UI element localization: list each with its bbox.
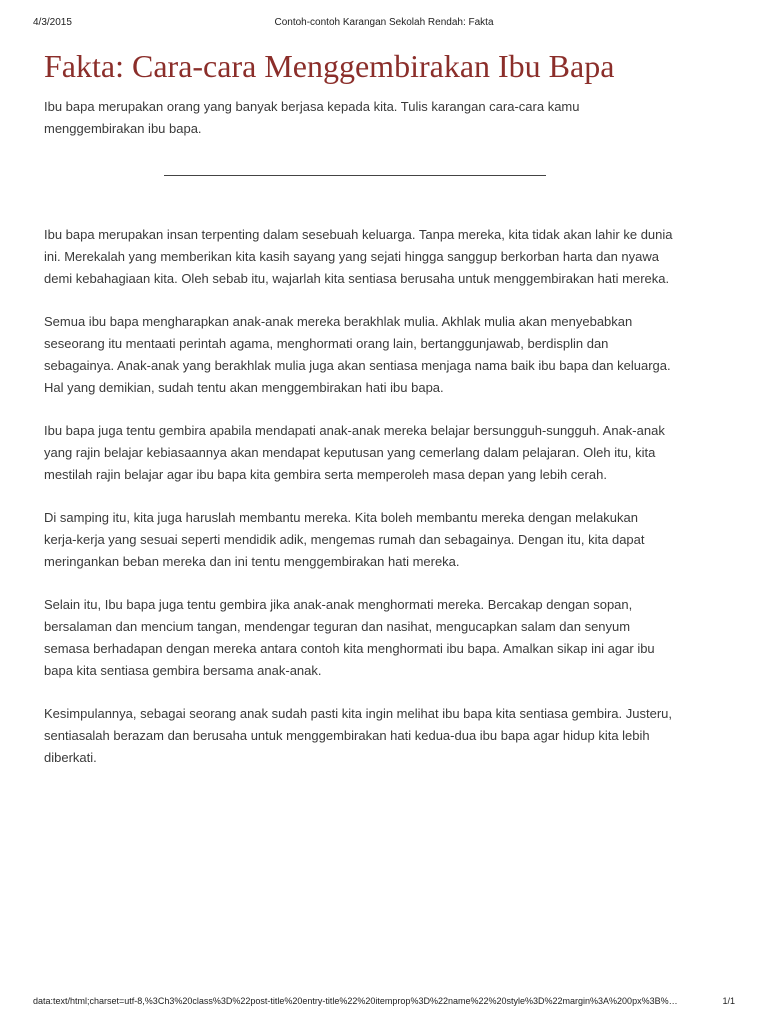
paragraph-membantu: Di samping itu, kita juga haruslah membantu mereka. Kita boleh membantu mereka dengan melakukan kerja-kerja yang sesuai seperti mendidik adik, mengemas rumah dan sebagainya. Dengan itu, kita dapat meringankan beban mereka dan ini tentu menggembirakan hati mereka. <box>44 510 645 569</box>
paragraph-kesimpulan: Kesimpulannya, sebagai seorang anak sudah pasti kita ingin melihat ibu bapa kita sentiasa gembira. Justeru, sentiasalah berazam dan berusaha untuk menggembirakan hati kedua-dua ibu bapa agar hidup kita lebih diberkati. <box>44 706 672 765</box>
article-intro: Ibu bapa merupakan orang yang banyak berjasa kepada kita. Tulis karangan cara-cara kamu menggembirakan ibu bapa. <box>44 99 580 136</box>
page-number: 1/1 <box>722 996 735 1006</box>
print-date: 4/3/2015 <box>33 17 72 28</box>
print-header <box>33 17 735 31</box>
article-body <box>44 96 674 769</box>
print-document-title: Contoh-contoh Karangan Sekolah Rendah: Fakta <box>274 17 494 28</box>
article-title: Fakta: Cara-cara Menggembirakan Ibu Bapa <box>44 48 615 84</box>
paragraph-rajin-belajar: Ibu bapa juga tentu gembira apabila mendapati anak-anak mereka belajar bersungguh-sungguh. Anak-anak yang rajin belajar kebiasaannya akan mendapat keputusan yang cemerlang dalam pelajaran. Oleh itu, kita mestilah rajin belajar agar ibu bapa kita gembira serta memperoleh masa depan yang lebih cerah. <box>44 423 665 482</box>
divider <box>164 175 546 176</box>
paragraph-pendahuluan: Ibu bapa merupakan insan terpenting dalam sesebuah keluarga. Tanpa mereka, kita tidak akan lahir ke dunia ini. Merekalah yang memberikan kita kasih sayang yang sejati hingga sanggup berkorban harta dan nyawa demi kebahagiaan kita. Oleh sebab itu, wajarlah kita sentiasa berusaha untuk menggembirakan hati mereka. <box>44 227 673 286</box>
paragraph-menghormati: Selain itu, Ibu bapa juga tentu gembira jika anak-anak menghormati mereka. Bercakap dengan sopan, bersalaman dan mencium tangan, mendengar teguran dan nasihat, mengucapkan salam dan senyum semasa berhadapan dengan mereka antara contoh kita menghormati ibu bapa. Amalkan sikap ini agar ibu bapa kita sentiasa gembira bersama anak-anak. <box>44 597 655 678</box>
print-url: data:text/html;charset=utf-8,%3Ch3%20class%3D%22post-title%20entry-title%22%20itemprop%3D%22name%22%20style%3D%22margin%3A%200px%3B%… <box>33 996 678 1006</box>
paragraph-akhlak-mulia: Semua ibu bapa mengharapkan anak-anak mereka berakhlak mulia. Akhlak mulia akan menyebabkan seseorang itu mentaati perintah agama, menghormati orang lain, bertanggunjawab, berdisplin dan sebagainya. Anak-anak yang berakhlak mulia juga akan sentiasa menjaga nama baik ibu bapa dan keluarga. Hal yang demikian, sudah tentu akan menggembirakan hati ibu bapa. <box>44 314 671 395</box>
print-footer <box>33 996 735 1010</box>
